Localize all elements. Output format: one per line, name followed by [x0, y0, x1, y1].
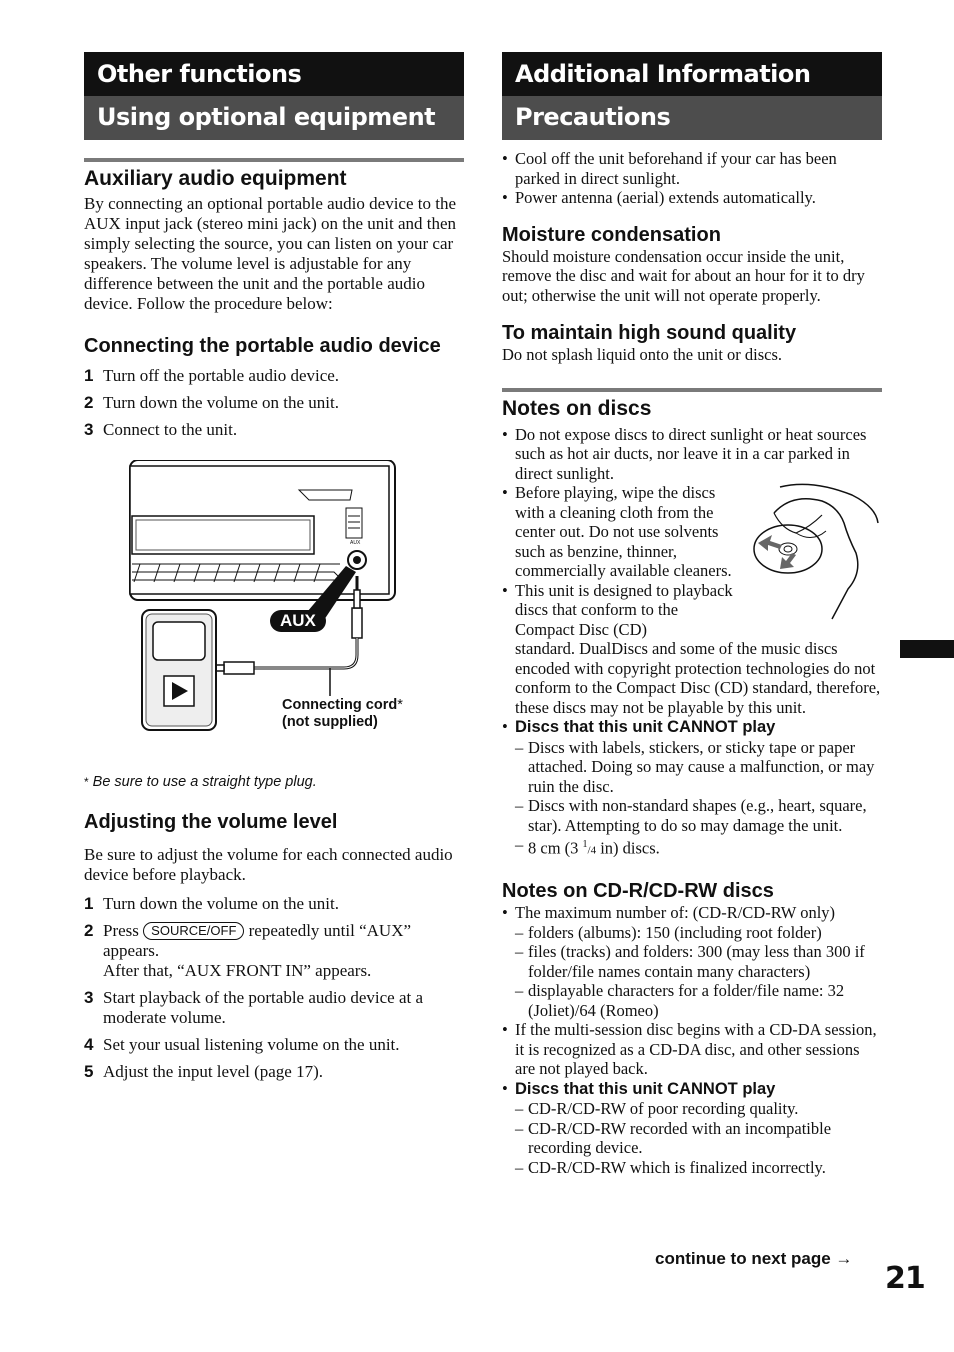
- arrow-right-icon: →: [835, 1249, 853, 1268]
- page-number: 21: [885, 1261, 925, 1296]
- cdr-list: [502, 1020, 882, 1099]
- step-item: 2 Press SOURCE/OFF repeatedly until “AUX” appears. After that, “AUX FRONT IN” appears.: [84, 921, 412, 980]
- list-item: • The maximum number of: (CD-R/CD-RW only): [502, 903, 836, 922]
- step-item: 3 Connect to the unit.: [84, 420, 238, 439]
- list-item: – CD-R/CD-RW recorded with an incompatible recording device.: [515, 1118, 832, 1157]
- volume-steps: [84, 894, 464, 1082]
- discs-title: Notes on discs: [502, 396, 652, 420]
- volume-text: Be sure to adjust the volume for each connected audio device before playback.: [84, 845, 453, 884]
- step-item: 3 Start playback of the portable audio device at a moderate volume.: [84, 988, 424, 1027]
- aux-title: Auxiliary audio equipment: [84, 167, 347, 190]
- cdr-list: [502, 903, 882, 923]
- section-rule: [84, 158, 464, 162]
- right-column: [502, 52, 882, 1177]
- discs-list: [502, 425, 882, 738]
- step-item: 2 Turn down the volume on the unit.: [84, 393, 339, 412]
- step-item: 1 Turn off the portable audio device.: [84, 366, 340, 385]
- list-item: – folders (albums): 150 (including root folder): [515, 922, 822, 942]
- quality-title: To maintain high sound quality: [502, 322, 797, 344]
- section-header: Additional Information: [502, 52, 882, 96]
- cdr-title: Notes on CD-R/CD-RW discs: [502, 880, 774, 902]
- cdr-cannot-list: [502, 1099, 882, 1177]
- list-item: – Discs with labels, stickers, or sticky tape or paper attached. Doing so may cause a malfunction, or may ruin the disc.: [515, 737, 875, 796]
- cord-caption: Connecting cord* (not supplied): [282, 697, 403, 730]
- list-item: • This unit is designed to playback discs that conform to the Compact Disc (CD) standard. DualDiscs and some of the music discs encoded with copyright protection technologies do not conform to the Compact Disc (CD) standard, therefore, these discs may not be playable by this unit.: [502, 580, 881, 717]
- precautions-list: [502, 149, 882, 208]
- list-item: • Cool off the unit beforehand if your car has been parked in direct sunlight.: [502, 149, 837, 188]
- list-item: – 8 cm (3 $^1$/4 in) discs.: [515, 835, 660, 858]
- connect-title: Connecting the portable audio device: [84, 335, 441, 357]
- footnote: * Be sure to use a straight type plug.: [84, 774, 317, 790]
- list-item: – displayable characters for a folder/file name: 32 (Joliet)/64 (Romeo): [515, 981, 845, 1020]
- car-stereo-unit: [130, 460, 395, 600]
- continue-note: continue to next page →: [655, 1249, 853, 1268]
- portable-audio-device: [142, 610, 216, 730]
- cdr-max-list: [502, 923, 882, 1021]
- list-item: • If the multi-session disc begins with a CD-DA session, it is recognized as a CD-DA disc, and other sessions are not played back.: [502, 1020, 877, 1078]
- list-item: – CD-R/CD-RW of poor recording quality.: [515, 1099, 799, 1118]
- list-item: • Do not expose discs to direct sunlight or heat sources such as hot air ducts, nor leave it in a car parked in direct sunlight.: [502, 424, 867, 483]
- volume-title: Adjusting the volume level: [84, 811, 338, 833]
- aux-text: By connecting an optional portable audio device to the AUX input jack (stereo mini jack) on the unit and then simply selecting the source, you can listen on your car speakers. The volume level is adjustable for any difference between the unit and the portable audio device. Follow the procedure below:: [84, 194, 457, 313]
- moisture-title: Moisture condensation: [502, 223, 721, 246]
- cannot-play-list: [502, 738, 882, 862]
- side-tab-marker: [900, 640, 954, 658]
- list-item: – files (tracks) and folders: 300 (may less than 300 if folder/file names contain many characters): [515, 942, 865, 981]
- left-column: [84, 52, 464, 1089]
- section-subheader: Using optional equipment: [84, 96, 464, 140]
- step-item: 4 Set your usual listening volume on the unit.: [84, 1035, 400, 1054]
- section-header: Other functions: [84, 52, 464, 96]
- list-item: • Discs that this unit CANNOT play: [502, 1078, 776, 1098]
- connection-illustration: [84, 460, 464, 765]
- list-item: • Power antenna (aerial) extends automatically.: [502, 188, 816, 207]
- connect-steps: [84, 366, 464, 440]
- quality-text: Do not splash liquid onto the unit or discs.: [502, 345, 783, 364]
- discs-block: [502, 425, 882, 862]
- list-item: – Discs with non-standard shapes (e.g., heart, square, star). Attempting to do so may damage the unit.: [515, 796, 867, 835]
- list-item: • Discs that this unit CANNOT play: [502, 717, 776, 736]
- moisture-text: Should moisture condensation occur inside the unit, remove the disc and wait for about an hour for it to dry out; otherwise the unit will not operate properly.: [502, 246, 865, 305]
- jack-label: AUX: [350, 540, 361, 546]
- section-subheader: Precautions: [502, 96, 882, 140]
- list-item: • Before playing, wipe the discs with a cleaning cloth from the center out. Do not use solvents such as benzine, thinner, commercially available cleaners.: [502, 483, 732, 580]
- step-item: 5 Adjust the input level (page 17).: [84, 1062, 324, 1081]
- aux-badge: AUX: [270, 610, 326, 632]
- list-item: – CD-R/CD-RW which is finalized incorrectly.: [515, 1157, 826, 1177]
- source-off-button: SOURCE/OFF: [143, 922, 244, 940]
- step-item: 1 Turn down the volume on the unit.: [84, 894, 339, 913]
- section-rule: [502, 388, 882, 392]
